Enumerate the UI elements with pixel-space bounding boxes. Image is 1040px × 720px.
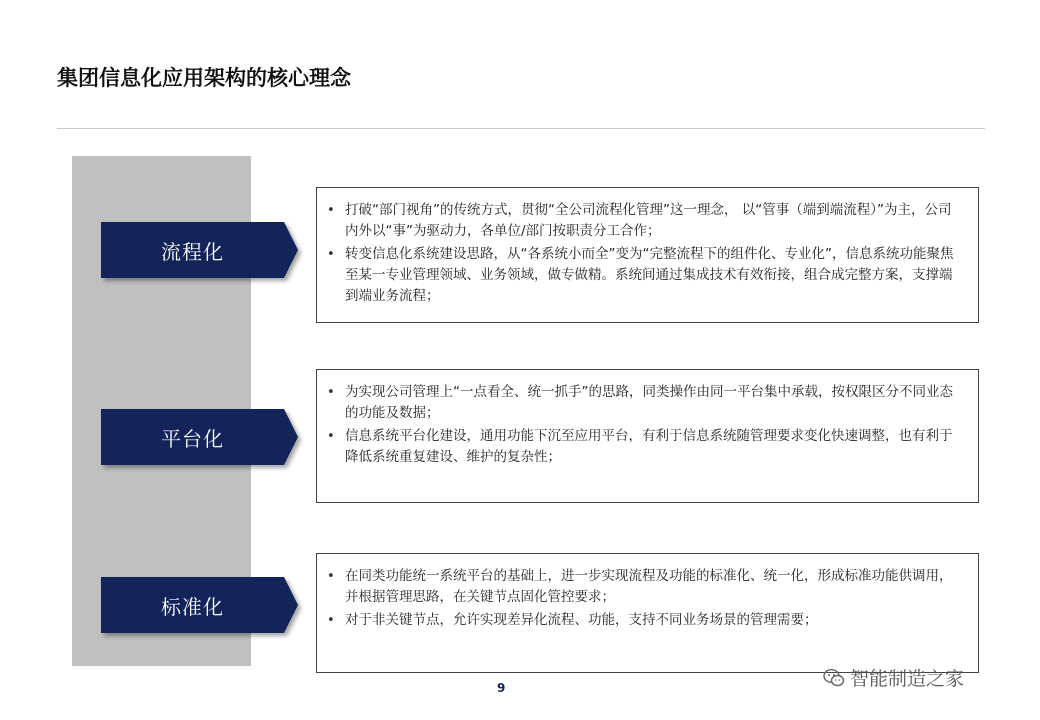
bullet-item	[327, 382, 964, 424]
bullet-item	[327, 426, 964, 468]
bullet-text: 为实现公司管理上“一点看全、统一抓手”的思路，同类操作由同一平台集中承载，按权限区分不同业态的功能及数据；	[345, 384, 953, 421]
bullet-item	[327, 566, 964, 608]
section-tag-standard	[101, 577, 298, 633]
section-tag-platform	[101, 409, 298, 465]
title-divider	[57, 128, 985, 129]
bullet-dot-icon: •	[327, 569, 335, 584]
section-box-process	[316, 187, 979, 323]
bullet-text: 对于非关键节点，允许实现差异化流程、功能，支持不同业务场景的管理需要；	[345, 612, 818, 628]
section-label: 平台化	[161, 426, 224, 451]
watermark-text: 智能制造之家	[850, 668, 965, 690]
section-label: 流程化	[161, 239, 224, 264]
bullet-text: 信息系统平台化建设，通用功能下沉至应用平台，有利于信息系统随管理要求变化快速调整，也有利于降低系统重复建设、维护的复杂性；	[345, 428, 953, 465]
bullet-dot-icon: •	[327, 429, 335, 444]
bullet-dot-icon: •	[327, 203, 335, 218]
bullet-item	[327, 610, 964, 631]
bullet-dot-icon: •	[327, 613, 335, 628]
bullet-text: 打破“部门视角”的传统方式，贯彻“全公司流程化管理”这一理念， 以“管事（端到端流程）”为主，公司内外以“事”为驱动力，各单位/部门按职责分工合作；	[345, 202, 952, 239]
bullet-text: 转变信息化系统建设思路，从“各系统小而全”变为“完整流程下的组件化、专业化”，信息系统功能聚焦至某一专业管理领域、业务领域，做专做精。系统间通过集成技术有效衔接，组合成完整方案，支撑端到端业务流程；	[345, 246, 954, 304]
wechat-icon	[822, 666, 846, 690]
page-title: 集团信息化应用架构的核心理念	[57, 66, 351, 90]
section-tag-process	[101, 222, 298, 278]
page-number: 9	[497, 681, 506, 695]
section-box-standard	[316, 553, 979, 673]
bullet-item	[327, 244, 964, 307]
watermark	[822, 664, 964, 691]
bullet-item	[327, 200, 964, 242]
bullet-dot-icon: •	[327, 385, 335, 400]
section-label: 标准化	[161, 594, 224, 619]
section-box-platform	[316, 369, 979, 503]
bullet-text: 在同类功能统一系统平台的基础上，进一步实现流程及功能的标准化、统一化，形成标准功能供调用，并根据管理思路，在关键节点固化管控要求；	[345, 568, 953, 605]
bullet-dot-icon: •	[327, 247, 335, 262]
